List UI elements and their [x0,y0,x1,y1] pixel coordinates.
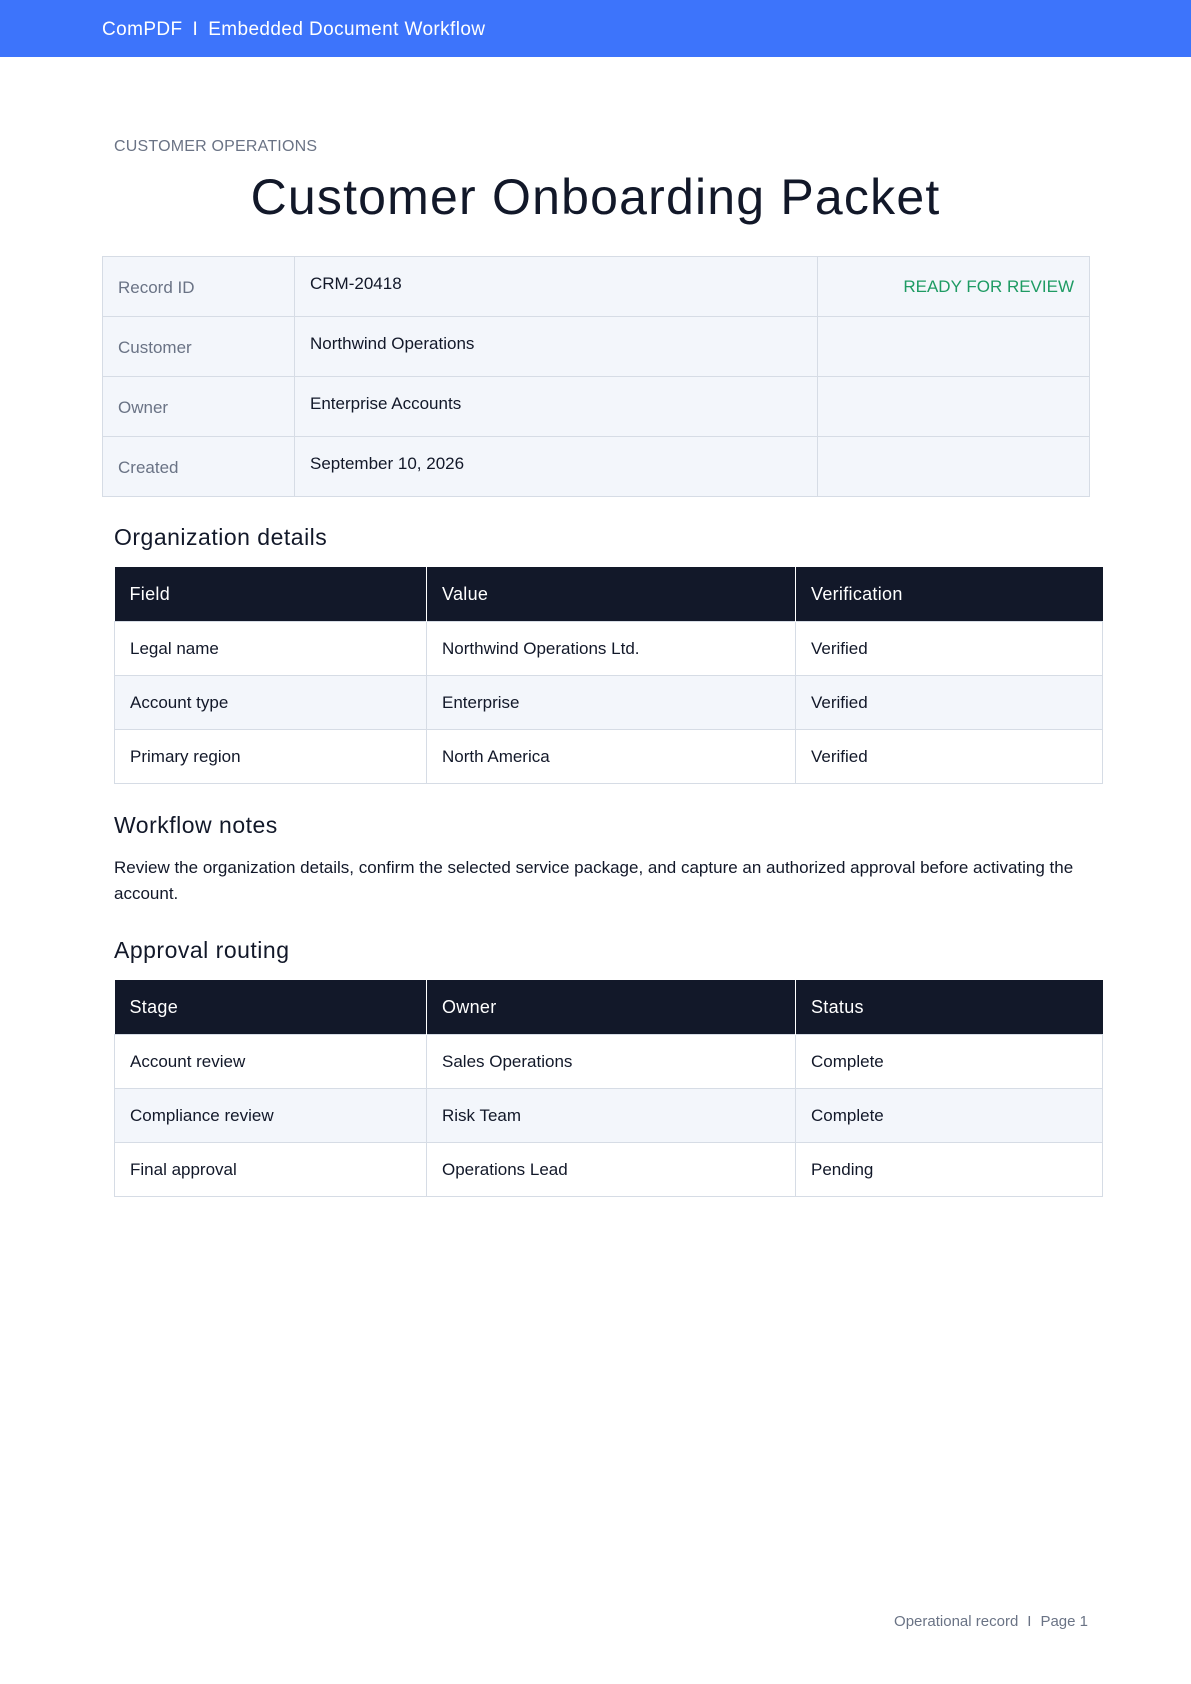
table-cell: Account review [115,1035,427,1089]
record-label: Record ID [103,257,295,317]
organization-heading: Organization details [114,524,328,550]
record-label: Created [103,437,295,497]
table-row [115,1143,1103,1197]
product-name: Embedded Document Workflow [208,19,486,40]
table-row [115,730,1103,784]
approval-routing-heading: Approval routing [114,937,290,963]
table-cell: Verified [796,676,1103,730]
record-value: Enterprise Accounts [295,377,818,437]
section-eyebrow: CUSTOMER OPERATIONS [114,138,318,155]
table-cell: Complete [796,1089,1103,1143]
workflow-notes-heading: Workflow notes [114,812,278,838]
record-row [103,257,1090,317]
record-status-cell [818,317,1090,377]
header-separator: I [192,19,199,40]
footer-separator: I [1027,1613,1032,1630]
table-header-row [115,567,1103,622]
table-row [115,622,1103,676]
table-cell: Northwind Operations Ltd. [427,622,796,676]
table-header-row [115,980,1103,1035]
record-label: Customer [103,317,295,377]
table-cell: Compliance review [115,1089,427,1143]
table-row [115,676,1103,730]
record-value: Northwind Operations [295,317,818,377]
table-cell: Operations Lead [427,1143,796,1197]
table-row [115,1089,1103,1143]
organization-table [114,567,1103,784]
record-row [103,377,1090,437]
record-status-cell [818,377,1090,437]
footer-label: Operational record [894,1613,1019,1630]
column-header: Verification [796,567,1103,622]
workflow-notes-body: Review the organization details, confirm the selected service package, and capture an authorized approval before activating the account. [114,858,1074,903]
column-header: Stage [115,980,427,1035]
table-row [115,1035,1103,1089]
approval-routing-table [114,980,1103,1197]
column-header: Field [115,567,427,622]
record-row [103,317,1090,377]
page-title: Customer Onboarding Packet [250,169,941,225]
record-value: September 10, 2026 [295,437,818,497]
record-status-cell [818,437,1090,497]
table-cell: Account type [115,676,427,730]
table-cell: Verified [796,622,1103,676]
record-summary-table [102,256,1090,497]
record-label: Owner [103,377,295,437]
record-value: CRM-20418 [295,257,818,317]
table-cell: Verified [796,730,1103,784]
app-header-bar [0,0,1191,57]
table-cell: Legal name [115,622,427,676]
brand-name: ComPDF [102,19,183,40]
table-cell: Pending [796,1143,1103,1197]
table-cell: Risk Team [427,1089,796,1143]
column-header: Status [796,980,1103,1035]
page-footer [894,1613,1088,1630]
table-cell: Primary region [115,730,427,784]
table-cell: Complete [796,1035,1103,1089]
table-cell: North America [427,730,796,784]
table-cell: Final approval [115,1143,427,1197]
record-row [103,437,1090,497]
header-brand [102,19,485,41]
table-cell: Enterprise [427,676,796,730]
status-badge: READY FOR REVIEW [818,257,1090,317]
column-header: Owner [427,980,796,1035]
page-number: Page 1 [1040,1613,1088,1630]
table-cell: Sales Operations [427,1035,796,1089]
column-header: Value [427,567,796,622]
